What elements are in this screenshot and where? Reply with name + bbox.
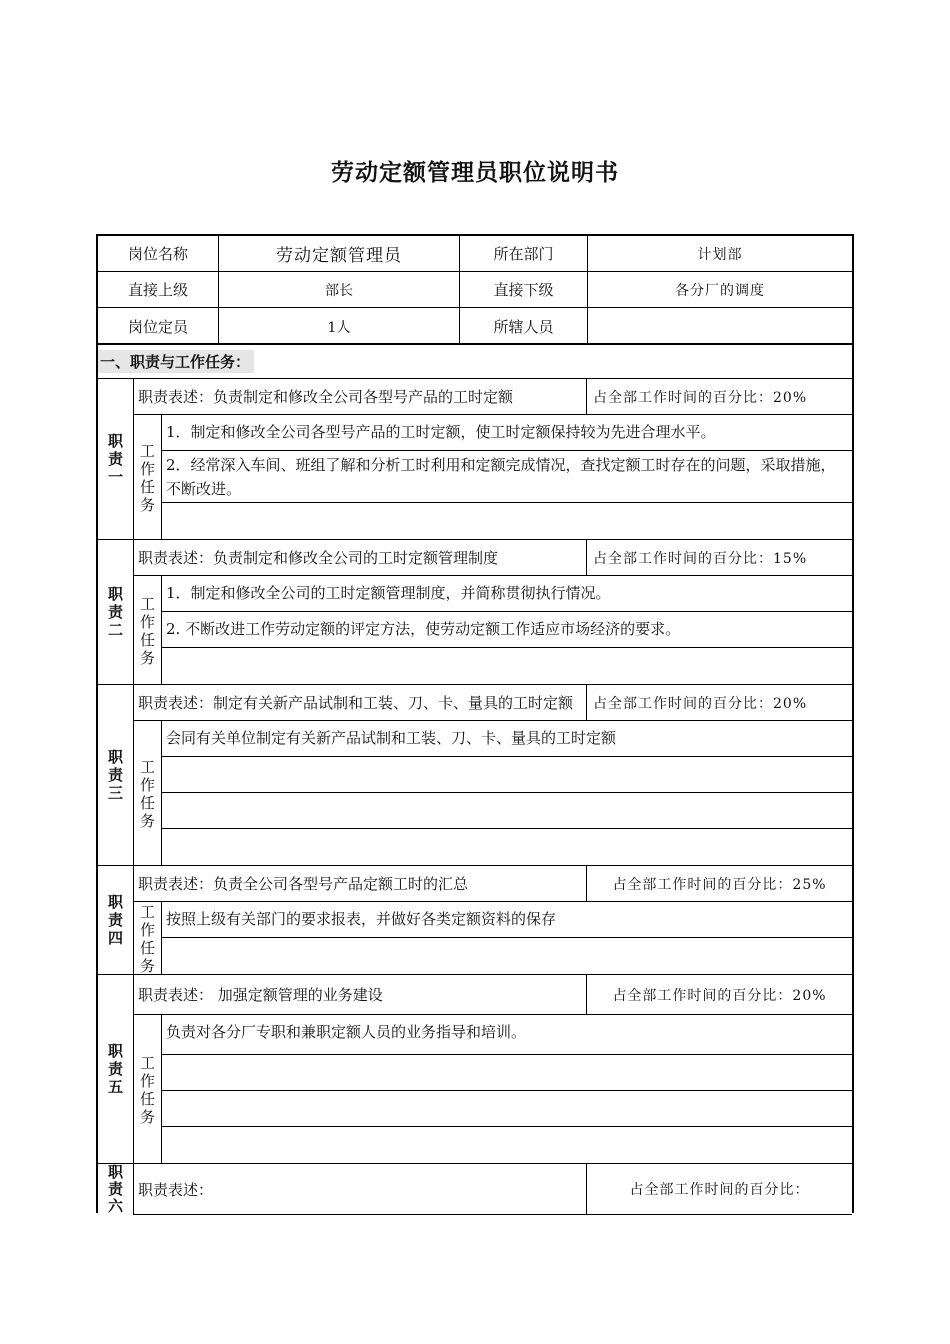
duty-label: 职责六 — [107, 1163, 123, 1215]
task-label-cell — [134, 1015, 162, 1164]
duty-block-4 — [98, 866, 852, 975]
page-title: 劳动定额管理员职位说明书 — [331, 160, 619, 186]
value-supervisor: 部长 — [219, 272, 460, 307]
duty-description-row — [134, 379, 852, 415]
duty-block-6 — [98, 1164, 852, 1215]
duty-label: 职责二 — [107, 585, 123, 639]
duty-time-percentage: 占全部工作时间的百分比：25% — [612, 876, 827, 893]
duty-description-row — [134, 540, 852, 576]
task-item — [162, 938, 852, 975]
duty-description: 职责表述：负责制定和修改全公司的工时定额管理制度 — [134, 540, 587, 575]
task-label-cell — [134, 576, 162, 685]
task-item: 2．经常深入车间、班组了解和分析工时利用和定额完成情况，查找定额工时存在的问题，采取措施，不断改进。 — [162, 451, 852, 503]
task-label: 工作任务 — [139, 757, 155, 830]
label-supervisor: 直接上级 — [98, 272, 219, 307]
task-item — [162, 793, 852, 829]
label-managed-staff: 所辖人员 — [460, 308, 588, 345]
value-managed-staff — [588, 308, 852, 345]
duty-description-row — [134, 866, 852, 902]
duty-label-cell — [98, 1164, 134, 1215]
duty-label-cell — [98, 975, 134, 1163]
task-label: 工作任务 — [139, 594, 155, 667]
task-item: 1．制定和修改全公司各型号产品的工时定额，使工时定额保持较为先进合理水平。 — [162, 415, 852, 451]
duty-block-1 — [98, 379, 852, 540]
duty-description: 职责表述：负责制定和修改全公司各型号产品的工时定额 — [134, 379, 587, 414]
value-position-name: 劳动定额管理员 — [219, 236, 460, 271]
duty-block-2 — [98, 540, 852, 685]
duty-description-row — [134, 685, 852, 721]
duty-time-percentage: 占全部工作时间的百分比：20% — [593, 389, 808, 406]
duty-label: 职责四 — [107, 893, 123, 947]
duty-block-5 — [98, 975, 852, 1164]
section-heading — [98, 343, 852, 379]
task-item — [162, 1055, 852, 1091]
duty-description: 职责表述：负责全公司各型号产品定额工时的汇总 — [134, 866, 587, 901]
duty-time-percentage: 占全部工作时间的百分比：15% — [593, 550, 808, 567]
job-description-table — [96, 234, 854, 1213]
section-heading-text: 一、职责与工作任务： — [98, 350, 254, 373]
task-item — [162, 757, 852, 793]
task-item — [162, 1127, 852, 1164]
task-item: 1．制定和修改全公司的工时定额管理制度，并简称贯彻执行情况。 — [162, 576, 852, 612]
header-row-1 — [98, 236, 852, 272]
label-headcount: 岗位定员 — [98, 308, 219, 345]
duty-time-percentage: 占全部工作时间的百分比： — [629, 1182, 810, 1198]
task-item — [162, 503, 852, 540]
duty-description-row — [134, 975, 852, 1015]
duty-description: 职责表述： 加强定额管理的业务建设 — [134, 975, 587, 1014]
duty-description: 职责表述： — [134, 1164, 587, 1214]
duty-time-percentage: 占全部工作时间的百分比：20% — [612, 987, 827, 1004]
task-item: 负责对各分厂专职和兼职定额人员的业务指导和培训。 — [162, 1015, 852, 1055]
duty-label-cell — [98, 866, 134, 974]
task-item — [162, 1091, 852, 1127]
value-department: 计划部 — [697, 246, 743, 263]
label-department: 所在部门 — [460, 236, 588, 271]
header-row-3 — [98, 308, 852, 345]
task-item — [162, 648, 852, 685]
duty-label: 职责三 — [107, 748, 123, 802]
task-item: 按照上级有关部门的要求报表，并做好各类定额资料的保存 — [162, 902, 852, 938]
label-position-name: 岗位名称 — [98, 236, 219, 271]
duty-block-3 — [98, 685, 852, 866]
duty-label-cell — [98, 379, 134, 539]
task-label: 工作任务 — [139, 902, 155, 975]
duty-label-cell — [98, 540, 134, 684]
task-item: 2. 不断改进工作劳动定额的评定方法，使劳动定额工作适应市场经济的要求。 — [162, 612, 852, 648]
duty-description: 职责表述：制定有关新产品试制和工装、刀、卡、量具的工时定额 — [134, 685, 587, 720]
duty-description-row — [134, 1164, 852, 1215]
duty-label: 职责一 — [107, 432, 123, 486]
value-headcount: 1人 — [219, 308, 460, 345]
label-subordinate: 直接下级 — [460, 272, 588, 307]
duty-label-cell — [98, 685, 134, 865]
task-label: 工作任务 — [139, 441, 155, 514]
task-item — [162, 829, 852, 866]
task-label-cell — [134, 721, 162, 866]
task-label-cell — [134, 415, 162, 540]
header-row-2 — [98, 272, 852, 308]
duty-time-percentage: 占全部工作时间的百分比：20% — [593, 695, 808, 712]
task-label: 工作任务 — [139, 1053, 155, 1126]
duty-label: 职责五 — [107, 1042, 123, 1096]
task-label-cell — [134, 902, 162, 975]
value-subordinate: 各分厂的调度 — [675, 282, 765, 299]
task-item: 会同有关单位制定有关新产品试制和工装、刀、卡、量具的工时定额 — [162, 721, 852, 757]
